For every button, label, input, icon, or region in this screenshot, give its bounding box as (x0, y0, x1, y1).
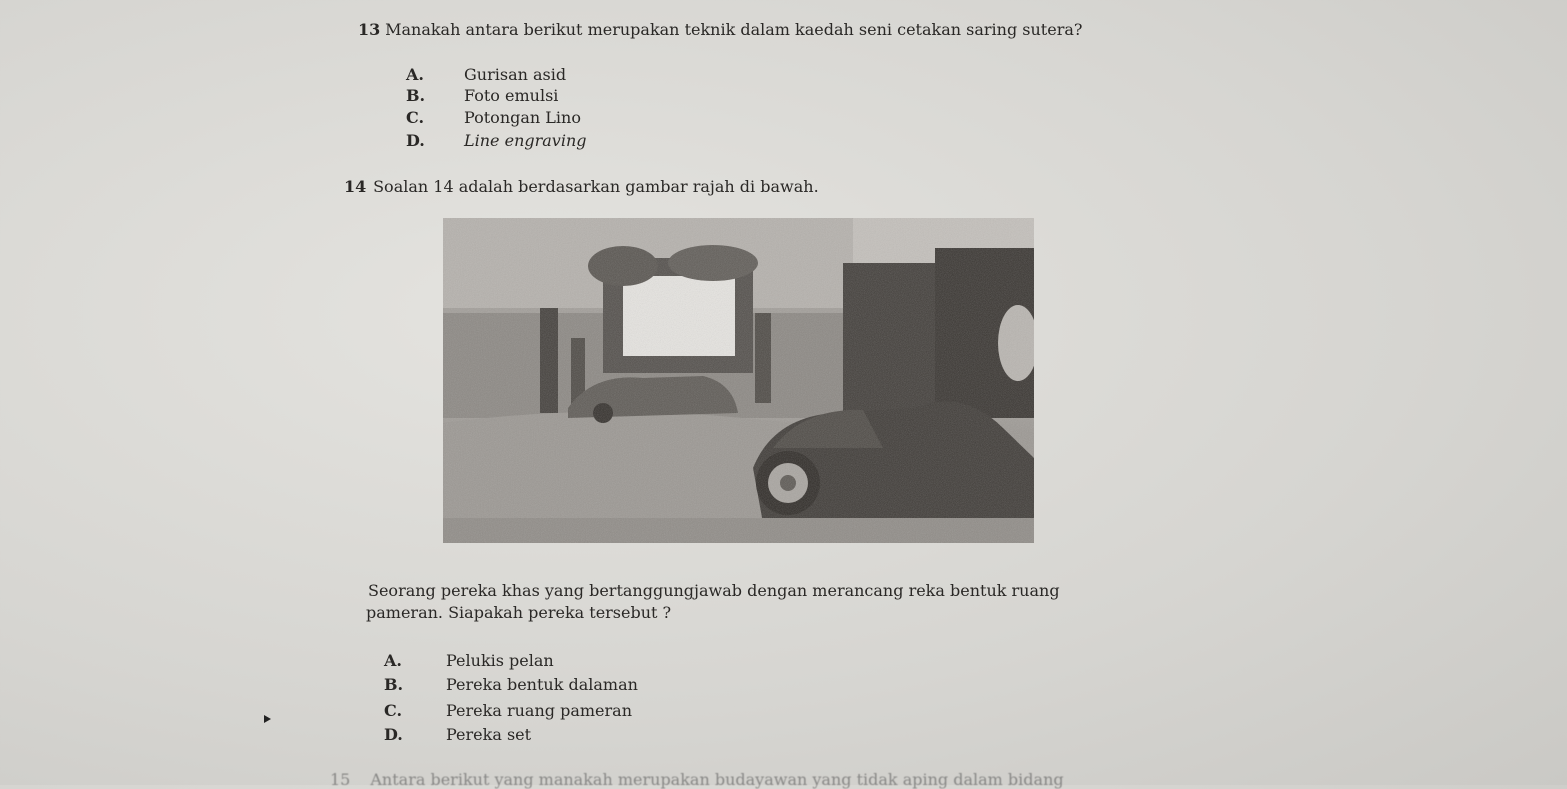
q14-option-d (384, 725, 531, 744)
q14-intro-text: Soalan 14 adalah berdasarkan gambar rajah di bawah. (373, 177, 819, 196)
q14-number: 14 (344, 177, 367, 196)
q13-option-d-letter: D. (406, 131, 425, 150)
q14-option-b-letter: B. (384, 675, 404, 694)
q13-option-c-text: Potongan Lino (464, 108, 581, 127)
q14-stem-line1: Seorang pereka khas yang bertanggungjawab dengan merancang reka bentuk ruang (368, 581, 1060, 600)
q13-option-b-text: Foto emulsi (464, 86, 559, 105)
q13-option-c-letter: C. (406, 108, 425, 127)
q14-stem-line2: pameran. Siapakah pereka tersebut ? (366, 603, 672, 622)
q14-option-d-letter: D. (384, 725, 403, 744)
q14-option-a-letter: A. (384, 651, 402, 670)
q14-option-b (384, 675, 638, 694)
q14-option-c (384, 701, 632, 720)
q13-option-a-text: Gurisan asid (464, 65, 567, 84)
q15-number: 15 (330, 770, 351, 789)
q14-option-a (384, 651, 554, 670)
q14-option-c-text: Pereka ruang pameran (446, 701, 632, 720)
q13-option-a (406, 65, 566, 84)
q14-option-c-letter: C. (384, 701, 403, 720)
q15-partial (330, 770, 1064, 789)
q13-option-b-letter: B. (406, 86, 426, 105)
q13-option-a-letter: A. (406, 65, 424, 84)
q13-option-d (406, 131, 587, 150)
q15-text: Antara berikut yang manakah merupakan budayawan yang tidak aping dalam bidang (370, 770, 1064, 789)
q13-option-d-text: Line engraving (464, 131, 587, 150)
q13-text: Manakah antara berikut merupakan teknik dalam kaedah seni cetakan saring sutera? (385, 20, 1083, 39)
q13-question (358, 20, 1082, 39)
q13-option-c (406, 108, 581, 127)
q14-intro (344, 177, 819, 196)
pen-mark (264, 715, 271, 723)
q13-number: 13 (358, 20, 381, 39)
exhibition-hall-photo (443, 218, 1034, 543)
q14-option-d-text: Pereka set (446, 725, 532, 744)
q14-option-b-text: Pereka bentuk dalaman (446, 675, 638, 694)
q14-option-a-text: Pelukis pelan (446, 651, 554, 670)
q13-option-b (406, 86, 558, 105)
